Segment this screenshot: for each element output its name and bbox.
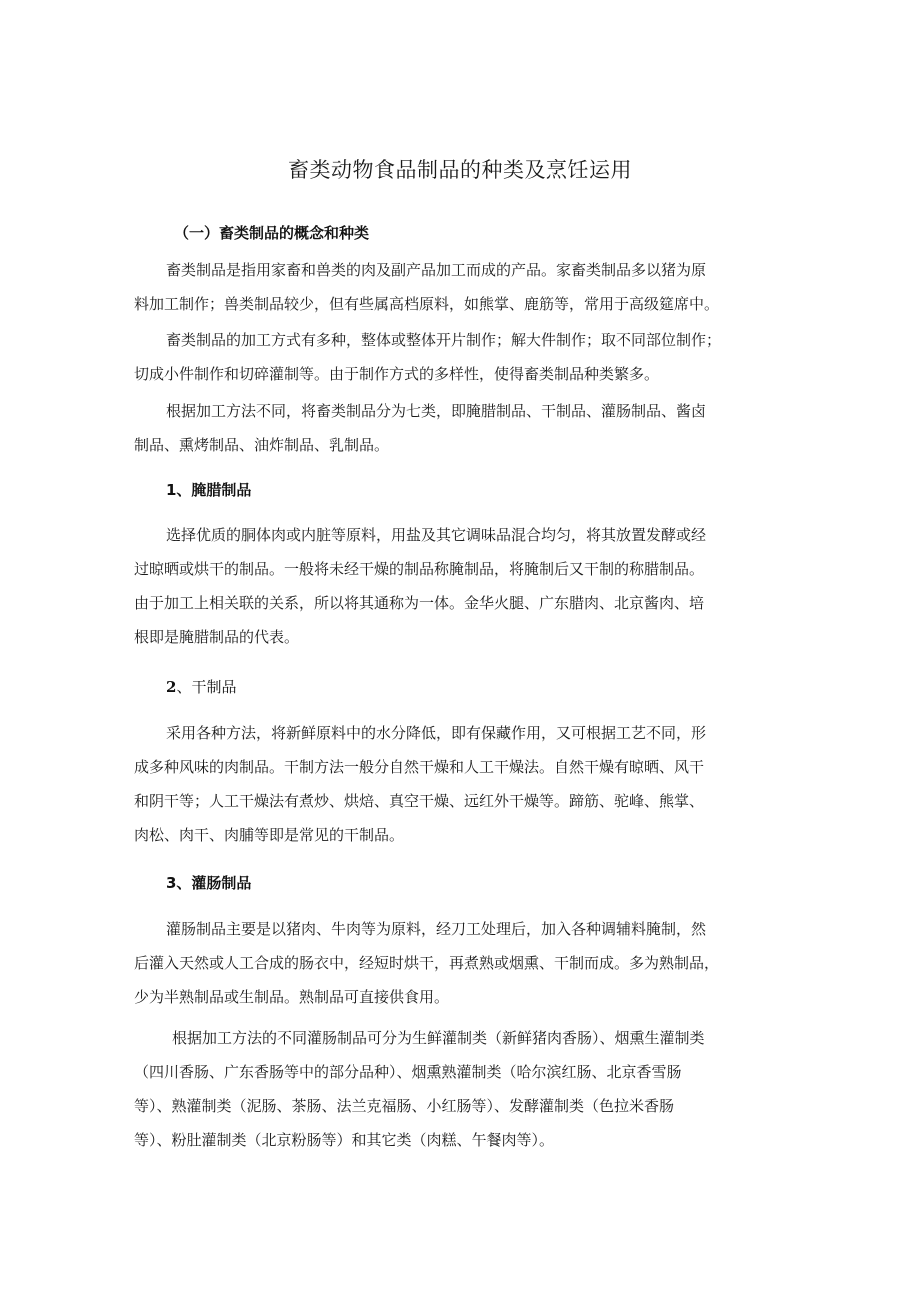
heading-number: 2 <box>166 678 177 696</box>
paragraph-line: 后灌入天然或人工合成的肠衣中，经短时烘干，再煮熟或烟熏、干制而成。多为熟制品， <box>134 954 720 972</box>
paragraph-line: 料加工制作；兽类制品较少，但有些属高档原料，如熊掌、鹿筋等，常用于高级筵席中。 <box>134 295 720 313</box>
paragraph-line: 畜类制品的加工方式有多种，整体或整体开片制作；解大件制作；取不同部位制作； <box>166 331 722 349</box>
heading-cured-products: 1、腌腊制品 <box>166 481 252 499</box>
paragraph-processing-methods <box>134 323 794 391</box>
paragraph-line: 和阴干等；人工干燥法有煮炒、烘焙、真空干燥、远红外干燥等。蹄筋、驼峰、熊掌、 <box>134 792 705 810</box>
paragraph-line: 由于加工上相关联的关系，所以将其通称为一体。金华火腿、广东腊肉、北京酱肉、培 <box>134 594 705 612</box>
paragraph-line: 切成小件制作和切碎灌制等。由于制作方式的多样性，使得畜类制品种类繁多。 <box>134 365 660 383</box>
heading-text: 、干制品 <box>176 678 237 696</box>
paragraph-line: 等）、熟灌制类（泥肠、茶肠、法兰克福肠、小红肠等）、发酵灌制类（色拉米香肠 <box>134 1097 675 1115</box>
paragraph-sausage-classification <box>134 1021 794 1157</box>
paragraph-line: 选择优质的胴体肉或内脏等原料，用盐及其它调味品混合均匀，将其放置发酵或经 <box>166 526 707 544</box>
paragraph-seven-categories <box>134 394 794 462</box>
paragraph-line: 灌肠制品主要是以猪肉、牛肉等为原料，经刀工处理后，加入各种调辅料腌制，然 <box>166 920 707 938</box>
paragraph-line: 少为半熟制品或生制品。熟制品可直接供食用。 <box>134 988 450 1006</box>
paragraph-line: 采用各种方法，将新鲜原料中的水分降低，即有保藏作用，又可根据工艺不同，形 <box>166 724 707 742</box>
paragraph-dried-products <box>134 716 794 852</box>
paragraph-line: 根据加工方法的不同灌肠制品可分为生鲜灌制类（新鲜猪肉香肠）、烟熏生灌制类 <box>172 1029 705 1047</box>
paragraph-line: 过晾晒或烘干的制品。一般将未经干燥的制品称腌制品，将腌制后又干制的称腊制品。 <box>134 560 705 578</box>
paragraph-line: 肉松、肉干、肉脯等即是常见的干制品。 <box>134 826 405 844</box>
heading-sausage-products: 3、灌肠制品 <box>166 874 252 892</box>
paragraph-line: 根即是腌腊制品的代表。 <box>134 628 300 646</box>
paragraph-line: 制品、熏烤制品、油炸制品、乳制品。 <box>134 436 390 454</box>
paragraph-line: 根据加工方法不同，将畜类制品分为七类，即腌腊制品、干制品、灌肠制品、酱卤 <box>166 402 707 420</box>
paragraph-cured-products <box>134 518 794 654</box>
document-title: 畜类动物食品制品的种类及烹饪运用 <box>288 158 632 182</box>
section-heading-concept: （一）畜类制品的概念和种类 <box>174 224 370 242</box>
paragraph-sausage-products <box>134 912 794 1014</box>
paragraph-line: （四川香肠、广东香肠等中的部分品种）、烟熏熟灌制类（哈尔滨红肠、北京香雪肠 <box>134 1063 682 1081</box>
paragraph-line: 成多种风味的肉制品。干制方法一般分自然干燥和人工干燥法。自然干燥有晾晒、风干 <box>134 758 705 776</box>
paragraph-line: 等）、粉肚灌制类（北京粉肠等）和其它类（肉糕、午餐肉等）。 <box>134 1131 555 1149</box>
paragraph-line: 畜类制品是指用家畜和兽类的肉及副产品加工而成的产品。家畜类制品多以猪为原 <box>166 261 707 279</box>
heading-dried-products <box>166 676 236 697</box>
paragraph-definition <box>134 253 794 321</box>
